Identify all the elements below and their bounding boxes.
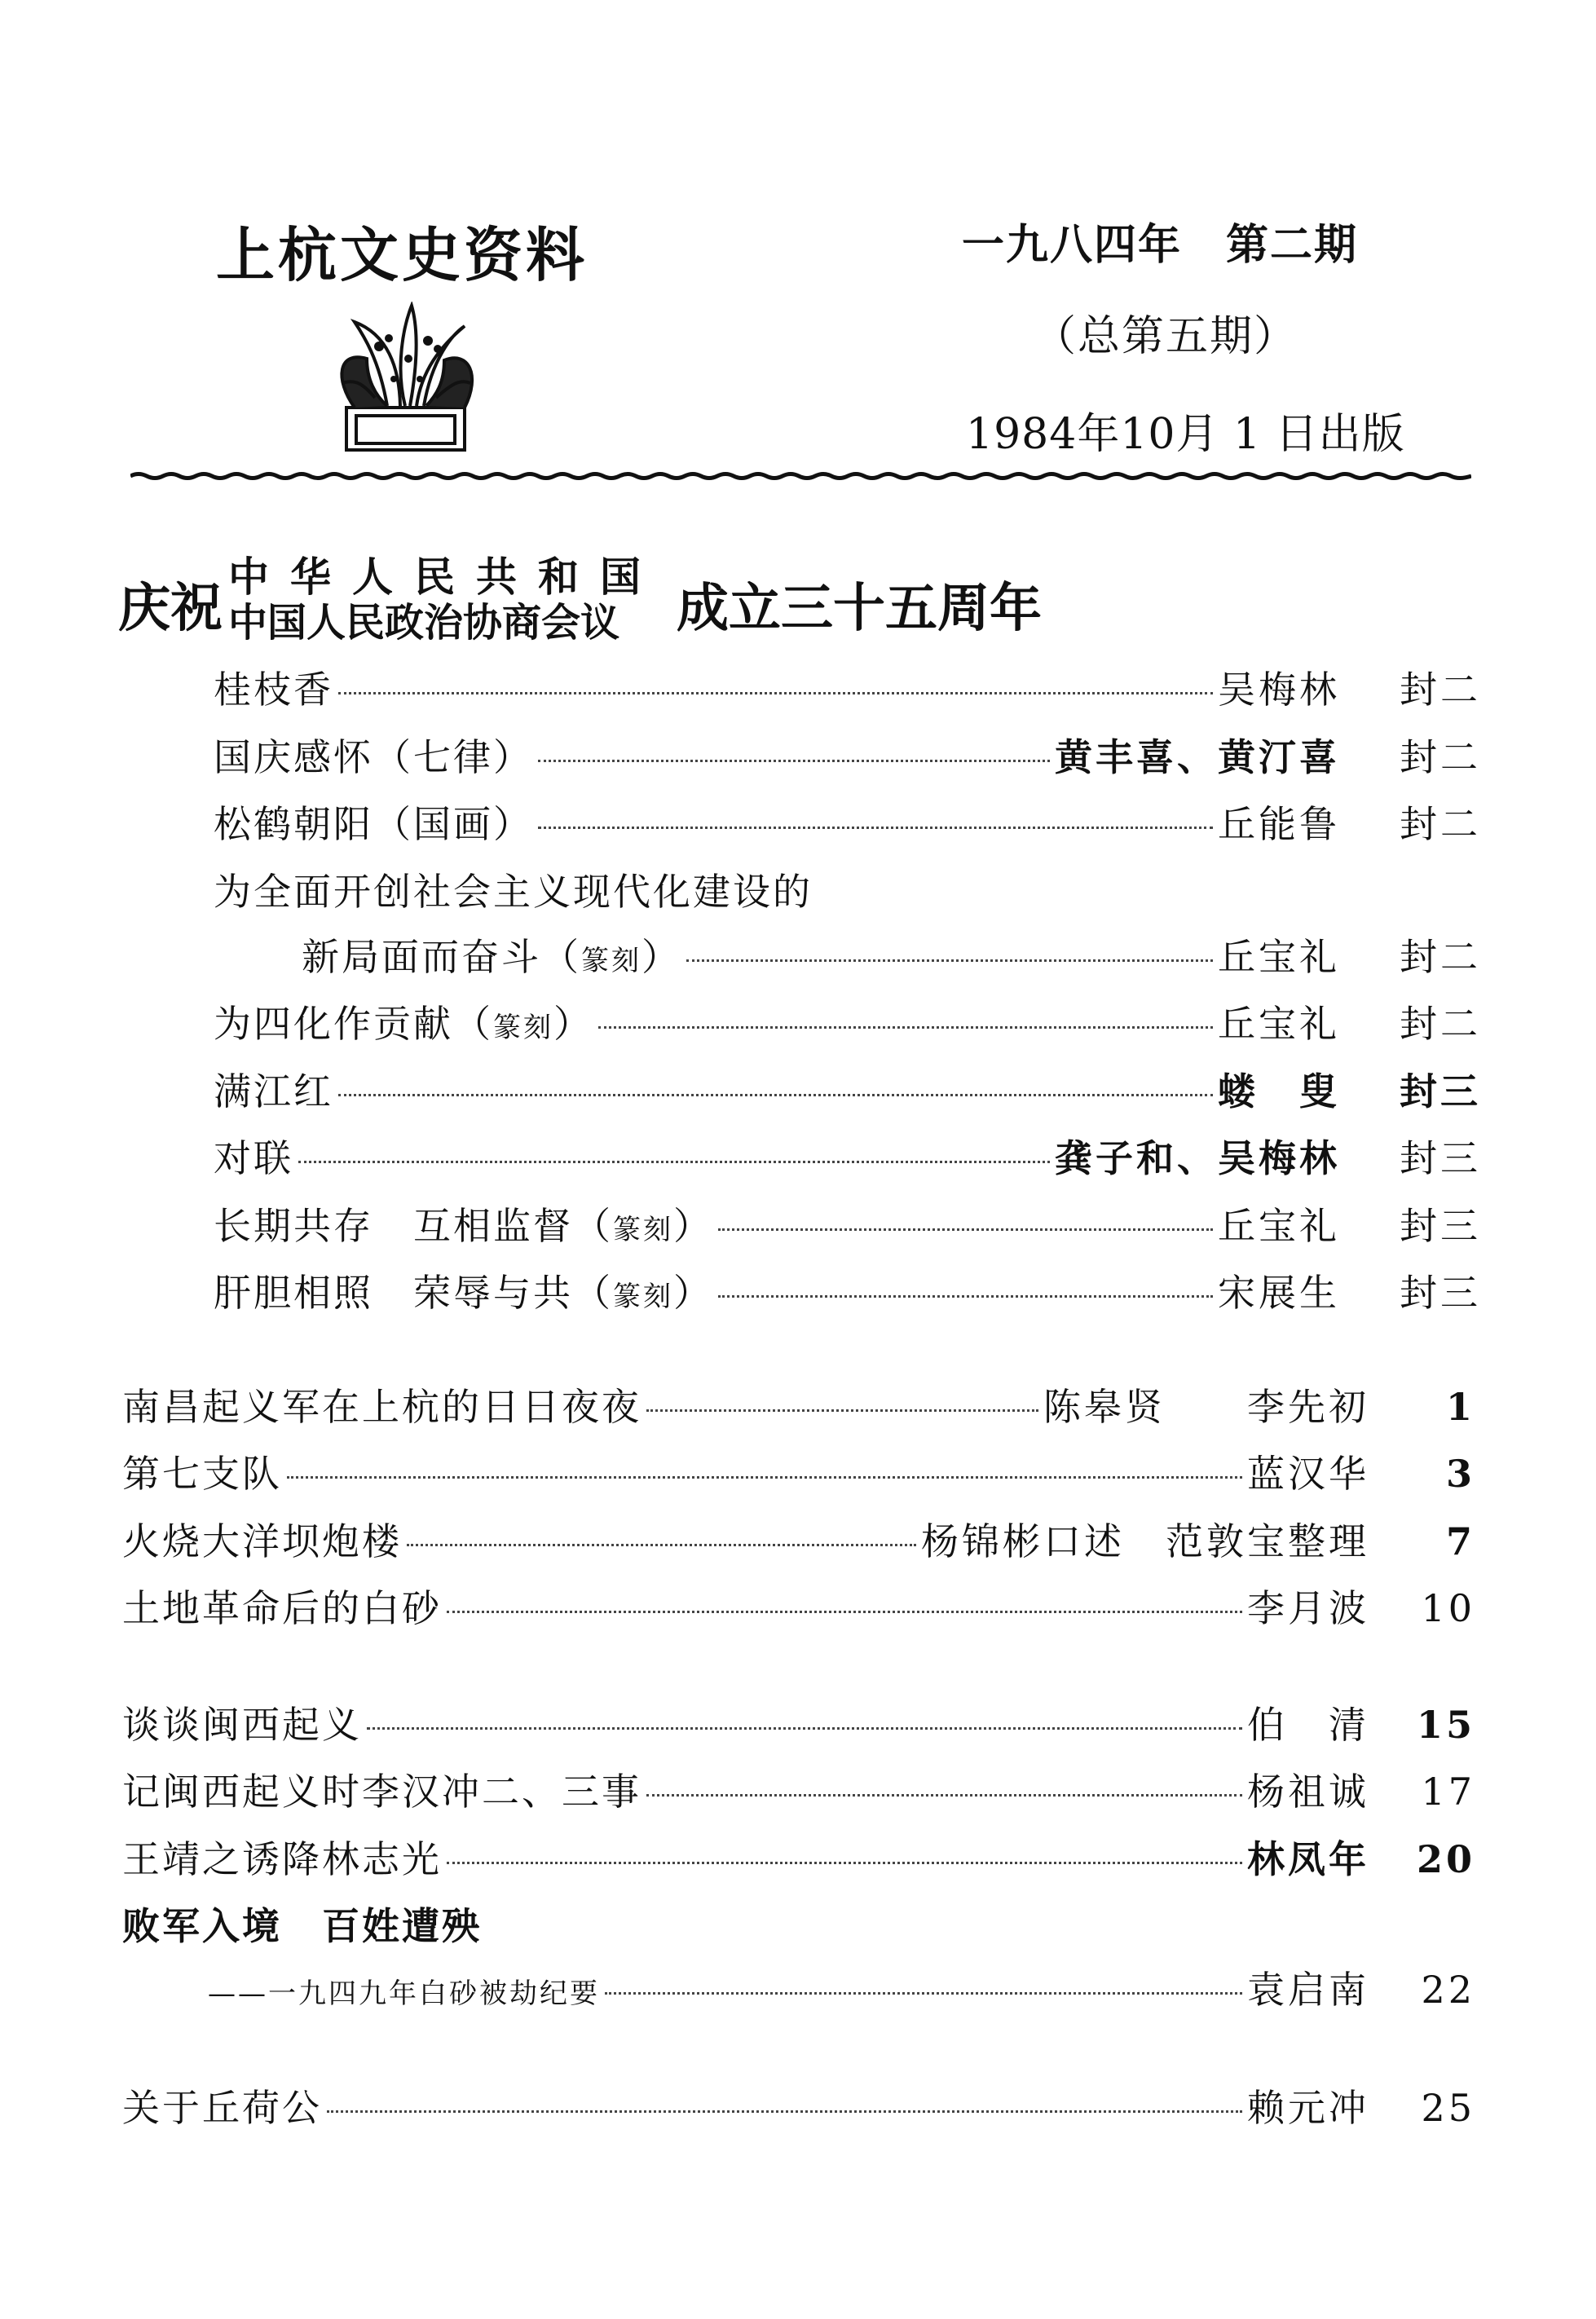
entry-title: 第七支队	[122, 1452, 282, 1496]
toc-entry	[122, 2079, 1475, 2129]
banner-suffix: 成立三十五周年	[677, 578, 1042, 639]
issue-label: 一九八四年 第二期	[962, 220, 1359, 270]
entry-author: 陈皋贤 李先初	[1043, 1385, 1369, 1429]
entry-author: 宋展生	[1218, 1271, 1340, 1315]
entry-page: 7	[1445, 1519, 1475, 1563]
dot-leader	[646, 1794, 1242, 1797]
entry-title: 关于丘荷公	[122, 2086, 322, 2130]
entry-title: 南昌起义军在上杭的日日夜夜	[122, 1385, 641, 1429]
entry-page: 封三	[1400, 1271, 1481, 1315]
toc-entry	[214, 994, 1481, 1045]
entry-author: 丘宝礼	[1218, 935, 1340, 979]
entry-author: 丘宝礼	[1218, 1204, 1340, 1248]
dot-leader	[538, 827, 1213, 829]
entry-note: 篆刻	[493, 1012, 553, 1044]
entry-author: 丘宝礼	[1218, 1002, 1340, 1046]
entry-author: 杨锦彬口述 范敦宝整理	[921, 1519, 1369, 1563]
journal-title: 上杭文史资料	[216, 220, 589, 289]
entry-page: 封二	[1400, 802, 1481, 846]
entry-note: 篆刻	[613, 1214, 673, 1246]
toc-entry	[214, 1062, 1481, 1113]
toc-entry	[208, 1960, 1475, 2011]
entry-title: 谈谈闽西起义	[122, 1703, 362, 1747]
entry-page: 封二	[1400, 1002, 1481, 1046]
entry-author: 杨祖诚	[1247, 1770, 1369, 1814]
dot-leader	[598, 1026, 1213, 1029]
header-divider	[130, 471, 1471, 481]
toc-entry	[122, 1444, 1475, 1495]
dot-leader	[407, 1544, 916, 1546]
dot-leader	[338, 1094, 1213, 1096]
total-issue-label: （总第五期）	[1034, 312, 1298, 361]
toc-entry	[122, 1378, 1475, 1428]
dot-leader	[327, 2110, 1242, 2113]
entry-author: 李月波	[1247, 1586, 1369, 1630]
entry-page: 15	[1416, 1703, 1475, 1747]
dot-leader	[605, 1992, 1242, 1995]
entry-title: 肝胆相照 荣辱与共（篆刻）	[214, 1271, 713, 1315]
entry-subtitle: ——一九四九年白砂被劫纪要	[208, 1977, 600, 2010]
entry-author: 袁启南	[1247, 1968, 1369, 2012]
entry-page: 25	[1421, 2086, 1475, 2130]
banner-prefix: 庆祝	[118, 578, 223, 639]
entry-page: 封二	[1400, 735, 1481, 779]
entry-title: 土地革命后的白砂	[122, 1586, 442, 1630]
potted-plant-icon	[330, 302, 481, 456]
entry-page: 3	[1445, 1452, 1475, 1496]
toc-entry	[214, 795, 1481, 845]
entry-author: 蓝汉华	[1247, 1452, 1369, 1496]
entry-title-line: 败军入境 百姓遭殃	[122, 1904, 482, 1948]
entry-title: 桂枝香	[214, 668, 333, 712]
toc-entry	[214, 1129, 1481, 1179]
entry-author: 伯 清	[1247, 1703, 1369, 1747]
entry-author: 龚子和、吴梅林	[1055, 1136, 1340, 1180]
dot-leader	[447, 1862, 1242, 1864]
entry-page: 22	[1421, 1968, 1475, 2012]
dot-leader	[538, 760, 1050, 762]
entry-title: 满江红	[214, 1069, 333, 1113]
banner-line-bottom: 中国人民政治协商会议	[228, 600, 620, 646]
dot-leader	[718, 1228, 1213, 1231]
entry-page: 封三	[1400, 1069, 1481, 1113]
toc-entry	[122, 1512, 1475, 1563]
entry-title: 为四化作贡献（篆刻）	[214, 1002, 593, 1046]
entry-title: 记闽西起义时李汉冲二、三事	[122, 1770, 641, 1814]
toc-entry	[214, 1197, 1481, 1247]
entry-title: 新局面而奋斗（篆刻）	[302, 935, 681, 979]
entry-author: 丘能鲁	[1218, 802, 1340, 846]
dot-leader	[686, 959, 1213, 962]
dot-leader	[298, 1161, 1050, 1163]
entry-title-line: 为全面开创社会主义现代化建设的	[214, 870, 813, 914]
toc-entry	[122, 1762, 1475, 1813]
entry-title: 长期共存 互相监督（篆刻）	[214, 1204, 713, 1248]
entry-title: 国庆感怀（七律）	[214, 735, 533, 779]
entry-author: 赖元冲	[1247, 2086, 1369, 2130]
publish-date: 1984年10月 1 日出版	[966, 410, 1405, 459]
toc-entry	[214, 1263, 1481, 1314]
entry-note: 篆刻	[581, 945, 641, 977]
entry-page: 17	[1421, 1770, 1475, 1814]
toc-entry	[302, 928, 1481, 978]
toc-entry	[214, 728, 1481, 778]
entry-page: 封三	[1400, 1204, 1481, 1248]
entry-author: 林凤年	[1247, 1837, 1369, 1881]
toc-entry	[122, 1830, 1475, 1880]
entry-author: 蝼 叟	[1218, 1069, 1340, 1113]
dot-leader	[718, 1295, 1213, 1298]
entry-page: 封三	[1400, 1136, 1481, 1180]
dot-leader	[287, 1476, 1242, 1479]
toc-entry	[122, 1695, 1475, 1746]
banner-line-top: 中华人民共和国	[228, 553, 662, 601]
dot-leader	[367, 1727, 1242, 1730]
entry-title: 王靖之诱降林志光	[122, 1837, 442, 1881]
entry-note: 篆刻	[613, 1281, 673, 1313]
entry-title: 松鹤朝阳（国画）	[214, 802, 533, 846]
entry-author: 黄丰喜、黄汀喜	[1055, 735, 1340, 779]
toc-entry	[214, 660, 1481, 711]
entry-page: 10	[1421, 1586, 1475, 1630]
dot-leader	[447, 1611, 1242, 1613]
dot-leader	[338, 692, 1213, 694]
toc-entry	[122, 1579, 1475, 1629]
entry-author: 吴梅林	[1218, 668, 1340, 712]
entry-title: 对联	[214, 1136, 293, 1180]
entry-page: 1	[1445, 1385, 1475, 1429]
entry-page: 封二	[1400, 668, 1481, 712]
entry-page: 封二	[1400, 935, 1481, 979]
dot-leader	[646, 1409, 1038, 1412]
entry-page: 20	[1416, 1837, 1475, 1881]
entry-title: 火烧大洋坝炮楼	[122, 1519, 402, 1563]
